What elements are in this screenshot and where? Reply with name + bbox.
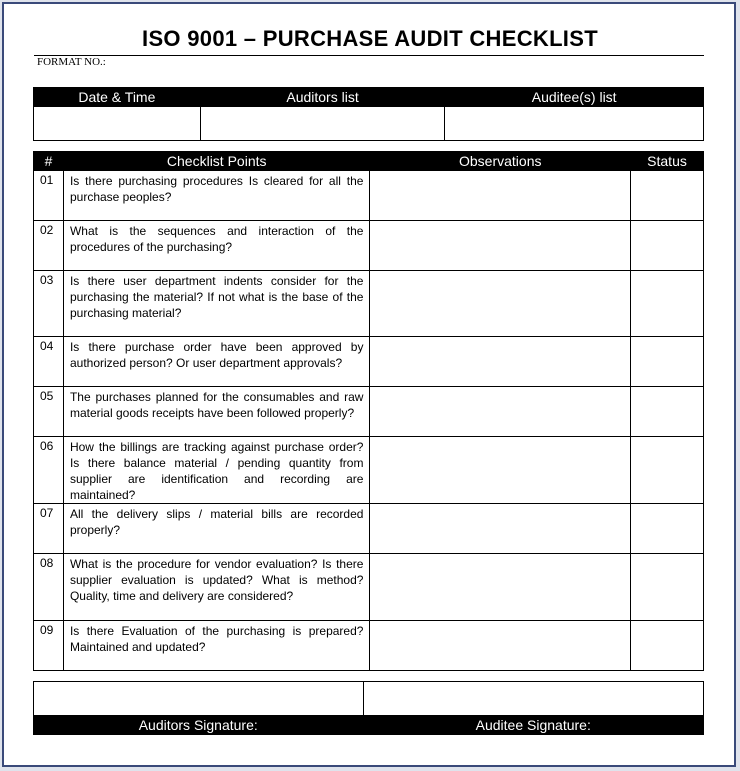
format-number-label: FORMAT NO.: (37, 56, 106, 68)
row-number: 09 (34, 621, 64, 671)
audit-info-table (33, 87, 704, 141)
row-number: 05 (34, 387, 64, 437)
observation-cell[interactable] (370, 504, 631, 554)
auditees-list-field[interactable] (445, 107, 704, 141)
checklist-header-row (34, 152, 704, 171)
row-number: 04 (34, 337, 64, 387)
audit-info-entry-row (34, 107, 704, 141)
checklist-row (34, 337, 704, 387)
checklist-row (34, 387, 704, 437)
observation-cell[interactable] (370, 621, 631, 671)
observation-cell[interactable] (370, 221, 631, 271)
checklist-points-header: Checklist Points (63, 152, 369, 171)
checklist-row (34, 221, 704, 271)
row-number: 08 (34, 554, 64, 621)
checklist-row (34, 504, 704, 554)
status-cell[interactable] (631, 221, 704, 271)
checklist-point: How the billings are tracking against purchase order? Is there balance material / pending quantity from supplier are identification and recording are maintained? (63, 437, 369, 504)
checklist-row (34, 171, 704, 221)
document-title: ISO 9001 – PURCHASE AUDIT CHECKLIST (142, 26, 598, 51)
checklist-point: What is the sequences and interaction of the procedures of the purchasing? (63, 221, 369, 271)
auditors-list-header: Auditors list (200, 88, 445, 107)
status-header: Status (631, 152, 704, 171)
number-header: # (34, 152, 64, 171)
observations-header: Observations (370, 152, 631, 171)
status-cell[interactable] (631, 554, 704, 621)
status-cell[interactable] (631, 171, 704, 221)
signature-entry-row (34, 682, 704, 716)
observation-cell[interactable] (370, 337, 631, 387)
auditee-signature-label: Auditee Signature: (363, 716, 704, 735)
status-cell[interactable] (631, 271, 704, 337)
checklist-point: The purchases planned for the consumables and raw material goods receipts have been followed properly? (63, 387, 369, 437)
status-cell[interactable] (631, 621, 704, 671)
status-cell[interactable] (631, 504, 704, 554)
date-time-field[interactable] (34, 107, 201, 141)
observation-cell[interactable] (370, 387, 631, 437)
checklist-row (34, 621, 704, 671)
checklist-point: Is there user department indents consider for the purchasing the material? If not what is the base of the purchasing material? (63, 271, 369, 337)
checklist-row (34, 271, 704, 337)
status-cell[interactable] (631, 337, 704, 387)
auditors-signature-label: Auditors Signature: (34, 716, 364, 735)
observation-cell[interactable] (370, 437, 631, 504)
observation-cell[interactable] (370, 171, 631, 221)
observation-cell[interactable] (370, 554, 631, 621)
row-number: 01 (34, 171, 64, 221)
audit-info-header-row (34, 88, 704, 107)
title-divider (34, 55, 704, 56)
checklist-point: What is the procedure for vendor evaluation? Is there supplier evaluation is updated? What is method? Quality, time and delivery are considered? (63, 554, 369, 621)
checklist-point: Is there purchase order have been approved by authorized person? Or user department approvals? (63, 337, 369, 387)
row-number: 03 (34, 271, 64, 337)
checklist-point: All the delivery slips / material bills are recorded properly? (63, 504, 369, 554)
status-cell[interactable] (631, 387, 704, 437)
row-number: 06 (34, 437, 64, 504)
date-time-header: Date & Time (34, 88, 201, 107)
checklist-table (33, 151, 704, 671)
observation-cell[interactable] (370, 271, 631, 337)
status-cell[interactable] (631, 437, 704, 504)
signature-table (33, 681, 704, 735)
row-number: 02 (34, 221, 64, 271)
checklist-row (34, 437, 704, 504)
auditee-signature-field[interactable] (363, 682, 704, 716)
auditees-list-header: Auditee(s) list (445, 88, 704, 107)
auditors-list-field[interactable] (200, 107, 445, 141)
checklist-point: Is there Evaluation of the purchasing is prepared? Maintained and updated? (63, 621, 369, 671)
checklist-row (34, 554, 704, 621)
checklist-point: Is there purchasing procedures Is cleared for all the purchase peoples? (63, 171, 369, 221)
row-number: 07 (34, 504, 64, 554)
signature-label-row (34, 716, 704, 735)
auditors-signature-field[interactable] (34, 682, 364, 716)
